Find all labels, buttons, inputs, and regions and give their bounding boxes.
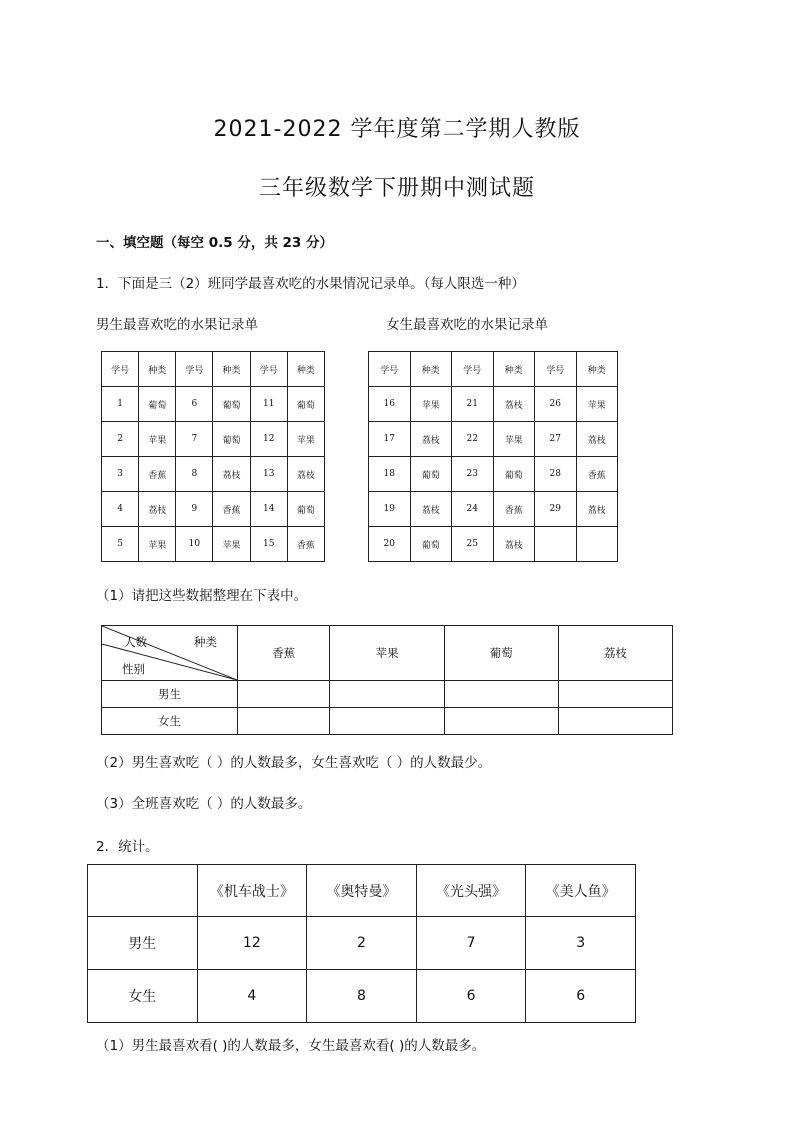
fruit-kind-cell: 荔枝 (493, 387, 535, 422)
answer-cell[interactable] (558, 681, 672, 708)
student-number-cell: 10 (176, 527, 213, 562)
student-number-cell: 20 (369, 527, 411, 562)
student-number-cell: 26 (535, 387, 577, 422)
student-number-cell: 29 (535, 492, 577, 527)
stat-value: 12 (197, 917, 307, 970)
record-row (369, 387, 618, 422)
stat-value: 8 (307, 970, 417, 1023)
fruit-kind-cell: 荔枝 (410, 492, 452, 527)
question-2-1: （1）男生最喜欢看( )的人数最多，女生最喜欢看( )的人数最多。 (96, 1038, 486, 1054)
record-header-cell: 种类 (576, 352, 618, 387)
student-number-cell: 28 (535, 457, 577, 492)
summary-table (101, 625, 673, 735)
student-number-cell: 13 (250, 457, 287, 492)
header-fruit: 葡萄 (444, 626, 558, 681)
fruit-kind-cell: 荔枝 (576, 492, 618, 527)
fruit-kind-cell: 香蕉 (213, 492, 250, 527)
fruit-kind-cell: 苹果 (493, 422, 535, 457)
empty-corner-cell (88, 865, 198, 917)
student-number-cell: 15 (250, 527, 287, 562)
student-number-cell: 17 (369, 422, 411, 457)
stat-row-label: 女生 (88, 970, 198, 1023)
record-row (369, 422, 618, 457)
boys-record-caption: 男生最喜欢吃的水果记录单 (96, 317, 258, 333)
student-number-cell: 27 (535, 422, 577, 457)
fruit-kind-cell: 葡萄 (493, 457, 535, 492)
student-number-cell: 21 (452, 387, 494, 422)
student-number-cell: 12 (250, 422, 287, 457)
answer-cell[interactable] (330, 681, 444, 708)
boys-record-table (101, 351, 325, 562)
student-number-cell: 22 (452, 422, 494, 457)
student-number-cell: 24 (452, 492, 494, 527)
fruit-kind-cell: 荔枝 (493, 527, 535, 562)
fruit-kind-cell: 香蕉 (139, 457, 176, 492)
girls-record-table (368, 351, 618, 562)
fruit-kind-cell: 香蕉 (493, 492, 535, 527)
student-number-cell: 16 (369, 387, 411, 422)
student-number-cell: 7 (176, 422, 213, 457)
student-number-cell: 14 (250, 492, 287, 527)
answer-cell[interactable] (558, 708, 672, 735)
record-header-cell: 种类 (213, 352, 250, 387)
fruit-kind-cell: 香蕉 (576, 457, 618, 492)
fruit-kind-cell: 葡萄 (213, 387, 250, 422)
fruit-kind-cell: 葡萄 (287, 492, 324, 527)
record-header-cell: 种类 (410, 352, 452, 387)
fruit-kind-cell: 苹果 (410, 387, 452, 422)
answer-cell[interactable] (238, 708, 330, 735)
row-label-girls: 女生 (102, 708, 238, 735)
title-line-2: 三年级数学下册期中测试题 (258, 176, 535, 201)
stat-value: 6 (416, 970, 526, 1023)
fruit-kind-cell: 苹果 (576, 387, 618, 422)
student-number-cell: 2 (102, 422, 139, 457)
stat-value: 2 (307, 917, 417, 970)
record-header-cell: 学号 (102, 352, 139, 387)
student-number-cell: 19 (369, 492, 411, 527)
record-row (102, 492, 325, 527)
record-header-cell: 学号 (452, 352, 494, 387)
header-fruit: 荔枝 (558, 626, 672, 681)
student-number-cell: 1 (102, 387, 139, 422)
answer-cell[interactable] (444, 708, 558, 735)
row-label-boys: 男生 (102, 681, 238, 708)
stat-header: 《机车战士》 (197, 865, 307, 917)
corner-people-label: 人数 (124, 635, 147, 649)
record-header-cell: 学号 (369, 352, 411, 387)
fruit-kind-cell: 苹果 (139, 527, 176, 562)
question-1-1: （1）请把这些数据整理在下表中。 (96, 588, 308, 604)
stat-value: 6 (526, 970, 636, 1023)
fruit-kind-cell: 苹果 (139, 422, 176, 457)
student-number-cell (535, 527, 577, 562)
fruit-kind-cell: 荔枝 (576, 422, 618, 457)
question-1-2: （2）男生喜欢吃（ ）的人数最多，女生喜欢吃（ ）的人数最少。 (96, 755, 492, 771)
fruit-kind-cell: 香蕉 (287, 527, 324, 562)
record-row (102, 422, 325, 457)
fruit-kind-cell: 葡萄 (410, 457, 452, 492)
record-row (102, 457, 325, 492)
student-number-cell: 4 (102, 492, 139, 527)
student-number-cell: 9 (176, 492, 213, 527)
fruit-kind-cell: 苹果 (213, 527, 250, 562)
student-number-cell: 18 (369, 457, 411, 492)
title-line-1: 2021-2022 学年度第二学期人教版 (213, 117, 581, 142)
record-header-cell: 种类 (493, 352, 535, 387)
record-row (369, 457, 618, 492)
fruit-kind-cell: 葡萄 (213, 422, 250, 457)
student-number-cell: 3 (102, 457, 139, 492)
stat-value: 7 (416, 917, 526, 970)
statistics-table (87, 864, 636, 1023)
student-number-cell: 11 (250, 387, 287, 422)
student-number-cell: 23 (452, 457, 494, 492)
stat-header: 《奥特曼》 (307, 865, 417, 917)
record-header-cell: 学号 (535, 352, 577, 387)
record-header-cell: 学号 (176, 352, 213, 387)
fruit-kind-cell: 荔枝 (287, 457, 324, 492)
record-row (369, 527, 618, 562)
fruit-kind-cell: 葡萄 (410, 527, 452, 562)
record-header-cell: 种类 (287, 352, 324, 387)
corner-gender-label: 性别 (122, 662, 145, 676)
student-number-cell: 8 (176, 457, 213, 492)
stat-header: 《光头强》 (416, 865, 526, 917)
fruit-kind-cell: 葡萄 (139, 387, 176, 422)
answer-cell[interactable] (330, 708, 444, 735)
record-row (369, 492, 618, 527)
girls-record-caption: 女生最喜欢吃的水果记录单 (386, 317, 548, 333)
fruit-kind-cell: 荔枝 (213, 457, 250, 492)
header-fruit: 苹果 (330, 626, 444, 681)
header-fruit: 香蕉 (238, 626, 330, 681)
stat-header: 《美人鱼》 (526, 865, 636, 917)
stat-value: 3 (526, 917, 636, 970)
record-header-cell: 种类 (139, 352, 176, 387)
record-row (102, 387, 325, 422)
question-1: 1．下面是三（2）班同学最喜欢吃的水果情况记录单。（每人限选一种） (96, 276, 525, 292)
answer-cell[interactable] (444, 681, 558, 708)
stat-row-label: 男生 (88, 917, 198, 970)
fruit-kind-cell: 荔枝 (410, 422, 452, 457)
student-number-cell: 5 (102, 527, 139, 562)
fruit-kind-cell: 葡萄 (287, 387, 324, 422)
record-row (102, 527, 325, 562)
corner-kind-label: 种类 (194, 635, 217, 649)
fruit-kind-cell (576, 527, 618, 562)
student-number-cell: 25 (452, 527, 494, 562)
record-header-cell: 学号 (250, 352, 287, 387)
answer-cell[interactable] (238, 681, 330, 708)
stat-value: 4 (197, 970, 307, 1023)
fruit-kind-cell: 苹果 (287, 422, 324, 457)
question-2: 2．统计。 (96, 839, 159, 855)
diagonal-header-cell (102, 626, 238, 681)
question-1-3: （3）全班喜欢吃（ ）的人数最多。 (96, 796, 312, 812)
student-number-cell: 6 (176, 387, 213, 422)
section-heading: 一、填空题（每空 0.5 分，共 23 分） (96, 235, 334, 251)
fruit-kind-cell: 荔枝 (139, 492, 176, 527)
